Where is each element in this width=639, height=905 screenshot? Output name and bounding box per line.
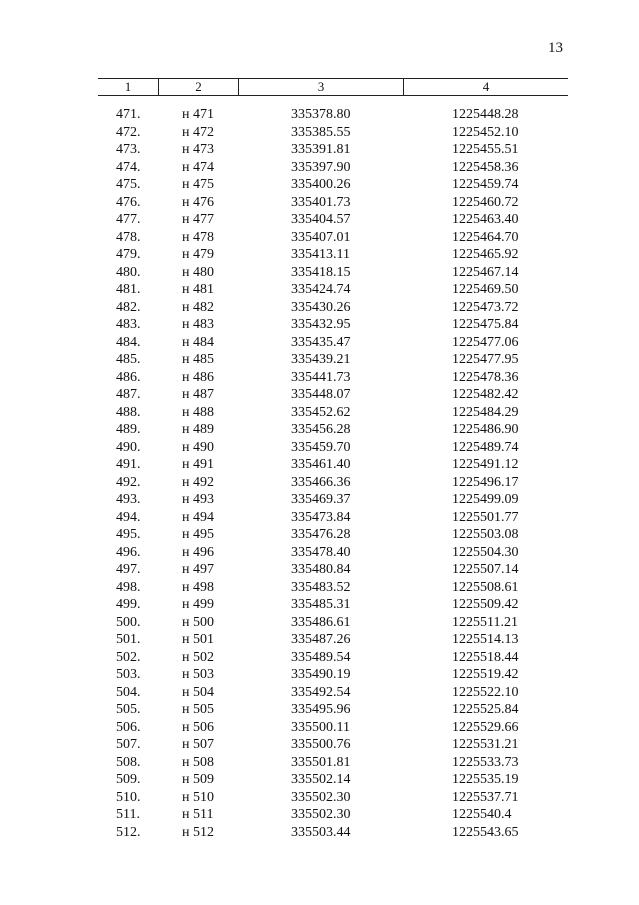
table-row (98, 666, 568, 684)
point-label: н 511 (182, 807, 214, 822)
coordinate-y: 1225499.09 (452, 492, 519, 507)
point-label: н 487 (182, 387, 214, 402)
coordinate-y: 1225514.13 (452, 632, 519, 647)
point-label: н 497 (182, 562, 214, 577)
row-index: 481. (116, 282, 141, 297)
coordinate-y: 1225540.4 (452, 807, 512, 822)
coordinate-y: 1225489.74 (452, 439, 519, 455)
row-index: 512. (116, 824, 141, 840)
row-index: 479. (116, 247, 141, 262)
coordinate-y: 1225469.50 (452, 282, 519, 297)
table-row (98, 771, 568, 789)
row-index: 501. (116, 632, 141, 647)
row-index: 482. (116, 299, 141, 315)
row-index: 473. (116, 142, 141, 157)
row-index: 489. (116, 422, 141, 437)
coordinate-y: 1225518.44 (452, 649, 519, 665)
coordinate-y: 1225533.73 (452, 754, 519, 770)
table-row (98, 509, 568, 527)
row-index: 499. (116, 597, 141, 612)
table-row (98, 299, 568, 317)
table-row (98, 544, 568, 562)
point-label: н 499 (182, 597, 214, 612)
point-label: н 505 (182, 702, 214, 717)
table-row (98, 421, 568, 439)
row-index: 488. (116, 404, 141, 420)
point-label: н 474 (182, 159, 214, 175)
point-label: н 510 (182, 789, 214, 805)
row-index: 500. (116, 614, 141, 630)
point-label: н 476 (182, 194, 214, 210)
table-row (98, 719, 568, 737)
coordinate-x: 335448.07 (291, 387, 351, 402)
coordinate-x: 335502.14 (291, 772, 351, 787)
coordinate-y: 1225475.84 (452, 317, 519, 332)
row-index: 504. (116, 684, 141, 700)
coordinate-x: 335418.15 (291, 264, 351, 280)
table-row (98, 649, 568, 667)
coordinate-x: 335501.81 (291, 754, 351, 770)
coordinate-y: 1225452.10 (452, 124, 519, 140)
coordinate-x: 335490.19 (291, 667, 351, 682)
table-row (98, 141, 568, 159)
row-index: 503. (116, 667, 141, 682)
point-label: н 502 (182, 649, 214, 665)
coordinate-y: 1225455.51 (452, 142, 519, 157)
coordinate-x: 335401.73 (291, 194, 351, 210)
table-row (98, 754, 568, 772)
coordinate-y: 1225463.40 (452, 212, 519, 227)
row-index: 485. (116, 352, 141, 367)
point-label: н 485 (182, 352, 214, 367)
coordinate-x: 335461.40 (291, 457, 351, 472)
row-index: 493. (116, 492, 141, 507)
row-index: 505. (116, 702, 141, 717)
coordinate-x: 335397.90 (291, 159, 351, 175)
table-row (98, 806, 568, 824)
point-label: н 481 (182, 282, 214, 297)
coordinate-x: 335435.47 (291, 334, 351, 350)
coordinate-x: 335430.26 (291, 299, 351, 315)
coordinate-y: 1225464.70 (452, 229, 519, 245)
table-row (98, 561, 568, 579)
point-label: н 495 (182, 527, 214, 542)
table-row (98, 106, 568, 124)
row-index: 492. (116, 474, 141, 490)
coordinate-x: 335441.73 (291, 369, 351, 385)
coordinate-x: 335502.30 (291, 807, 351, 822)
row-index: 508. (116, 754, 141, 770)
coordinate-x: 335485.31 (291, 597, 351, 612)
point-label: н 492 (182, 474, 214, 490)
coordinate-x: 335459.70 (291, 439, 351, 455)
coordinate-x: 335476.28 (291, 527, 351, 542)
row-index: 474. (116, 159, 141, 175)
header-col-1: 1 (124, 79, 132, 94)
row-index: 490. (116, 439, 141, 455)
table-row (98, 614, 568, 632)
point-label: н 498 (182, 579, 214, 595)
coordinate-y: 1225458.36 (452, 159, 519, 175)
coordinate-x: 335473.84 (291, 509, 351, 525)
coordinate-y: 1225535.19 (452, 772, 519, 787)
coordinate-y: 1225508.61 (452, 579, 519, 595)
point-label: н 486 (182, 369, 214, 385)
point-label: н 501 (182, 632, 214, 647)
row-index: 498. (116, 579, 141, 595)
coordinate-x: 335452.62 (291, 404, 351, 420)
table-row (98, 439, 568, 457)
table-row (98, 316, 568, 334)
point-label: н 473 (182, 142, 214, 157)
row-index: 509. (116, 772, 141, 787)
table-row (98, 631, 568, 649)
row-index: 472. (116, 124, 141, 140)
table-row (98, 579, 568, 597)
header-col-4: 4 (403, 79, 568, 95)
coordinate-y: 1225465.92 (452, 247, 519, 262)
point-label: н 477 (182, 212, 214, 227)
coordinate-y: 1225537.71 (452, 789, 519, 805)
table-row (98, 701, 568, 719)
table-row (98, 456, 568, 474)
table-row (98, 211, 568, 229)
coordinate-y: 1225467.14 (452, 264, 519, 280)
coordinate-x: 335432.95 (291, 317, 351, 332)
coordinate-x: 335391.81 (291, 142, 351, 157)
point-label: н 483 (182, 317, 214, 332)
table-row (98, 264, 568, 282)
coordinate-y: 1225503.08 (452, 527, 519, 542)
point-label: н 479 (182, 247, 214, 262)
point-label: н 484 (182, 334, 214, 350)
coordinate-y: 1225477.95 (452, 352, 519, 367)
table-row (98, 246, 568, 264)
row-index: 487. (116, 387, 141, 402)
coordinate-x: 335439.21 (291, 352, 351, 367)
coordinate-x: 335487.26 (291, 632, 351, 647)
table-row (98, 281, 568, 299)
coordinate-x: 335424.74 (291, 282, 351, 297)
table-row (98, 334, 568, 352)
coordinate-y: 1225522.10 (452, 684, 519, 700)
coordinate-x: 335407.01 (291, 229, 351, 245)
coordinate-x: 335500.76 (291, 737, 351, 752)
table-row (98, 789, 568, 807)
point-label: н 490 (182, 439, 214, 455)
table-row (98, 684, 568, 702)
table-row (98, 194, 568, 212)
table-row (98, 369, 568, 387)
point-label: н 488 (182, 404, 214, 420)
row-index: 486. (116, 369, 141, 385)
coordinate-y: 1225501.77 (452, 509, 519, 525)
row-index: 511. (116, 807, 140, 822)
coordinate-x: 335413.11 (291, 247, 350, 262)
row-index: 507. (116, 737, 141, 752)
coordinate-x: 335385.55 (291, 124, 351, 140)
coordinate-y: 1225525.84 (452, 702, 519, 717)
coordinate-y: 1225496.17 (452, 474, 519, 490)
table-row (98, 404, 568, 422)
point-label: н 482 (182, 299, 214, 315)
coordinate-y: 1225491.12 (452, 457, 519, 472)
coordinate-x: 335486.61 (291, 614, 351, 630)
table-row (98, 596, 568, 614)
row-index: 497. (116, 562, 141, 577)
header-col-3: 3 (238, 79, 403, 95)
coordinate-y: 1225477.06 (452, 334, 519, 350)
coordinate-y: 1225459.74 (452, 177, 519, 192)
coordinate-x: 335480.84 (291, 562, 351, 577)
coordinate-y: 1225473.72 (452, 299, 519, 315)
coordinate-x: 335483.52 (291, 579, 351, 595)
coordinate-x: 335456.28 (291, 422, 351, 437)
row-index: 483. (116, 317, 141, 332)
point-label: н 506 (182, 719, 214, 735)
table-row (98, 736, 568, 754)
coordinate-x: 335492.54 (291, 684, 351, 700)
row-index: 471. (116, 107, 141, 122)
table-row (98, 176, 568, 194)
coordinate-y: 1225482.42 (452, 387, 519, 402)
coordinate-y: 1225507.14 (452, 562, 519, 577)
row-index: 496. (116, 544, 141, 560)
point-label: н 509 (182, 772, 214, 787)
table-row (98, 526, 568, 544)
coordinate-y: 1225529.66 (452, 719, 519, 735)
coordinate-y: 1225543.65 (452, 824, 519, 840)
point-label: н 494 (182, 509, 214, 525)
coordinate-y: 1225531.21 (452, 737, 519, 752)
table-row (98, 229, 568, 247)
table-row (98, 491, 568, 509)
table-header (98, 78, 568, 96)
coordinate-y: 1225504.30 (452, 544, 519, 560)
point-label: н 508 (182, 754, 214, 770)
point-label: н 512 (182, 824, 214, 840)
coordinate-x: 335466.36 (291, 474, 351, 490)
coordinate-x: 335469.37 (291, 492, 351, 507)
coordinate-x: 335489.54 (291, 649, 351, 665)
coordinate-y: 1225486.90 (452, 422, 519, 437)
table-row (98, 474, 568, 492)
point-label: н 500 (182, 614, 214, 630)
point-label: н 507 (182, 737, 214, 752)
coordinate-y: 1225478.36 (452, 369, 519, 385)
coordinate-y: 1225484.29 (452, 404, 519, 420)
point-label: н 496 (182, 544, 214, 560)
row-index: 476. (116, 194, 141, 210)
table-body (98, 106, 568, 841)
coordinate-y: 1225448.28 (452, 107, 519, 122)
row-index: 480. (116, 264, 141, 280)
coordinate-x: 335404.57 (291, 212, 351, 227)
table-row (98, 159, 568, 177)
row-index: 502. (116, 649, 141, 665)
row-index: 477. (116, 212, 141, 227)
point-label: н 504 (182, 684, 214, 700)
row-index: 495. (116, 527, 141, 542)
coordinate-y: 1225509.42 (452, 597, 519, 612)
row-index: 484. (116, 334, 141, 350)
row-index: 491. (116, 457, 141, 472)
row-index: 475. (116, 177, 141, 192)
point-label: н 489 (182, 422, 214, 437)
coordinate-x: 335495.96 (291, 702, 351, 717)
point-label: н 471 (182, 107, 214, 122)
row-index: 478. (116, 229, 141, 245)
point-label: н 503 (182, 667, 214, 682)
table-row (98, 351, 568, 369)
table-row (98, 386, 568, 404)
row-index: 494. (116, 509, 141, 525)
point-label: н 478 (182, 229, 214, 245)
header-col-2: 2 (158, 79, 238, 95)
coordinate-x: 335503.44 (291, 824, 351, 840)
coordinate-x: 335500.11 (291, 719, 350, 735)
table-row (98, 824, 568, 842)
coordinate-x: 335378.80 (291, 107, 351, 122)
row-index: 510. (116, 789, 141, 805)
table-row (98, 124, 568, 142)
row-index: 506. (116, 719, 141, 735)
point-label: н 472 (182, 124, 214, 140)
coordinate-y: 1225511.21 (452, 614, 518, 630)
coordinate-x: 335502.30 (291, 789, 351, 805)
coordinate-x: 335400.26 (291, 177, 351, 192)
page-number: 13 (548, 40, 563, 56)
point-label: н 475 (182, 177, 214, 192)
coordinate-y: 1225460.72 (452, 194, 519, 210)
point-label: н 480 (182, 264, 214, 280)
coordinate-x: 335478.40 (291, 544, 351, 560)
point-label: н 491 (182, 457, 214, 472)
coordinate-y: 1225519.42 (452, 667, 519, 682)
point-label: н 493 (182, 492, 214, 507)
